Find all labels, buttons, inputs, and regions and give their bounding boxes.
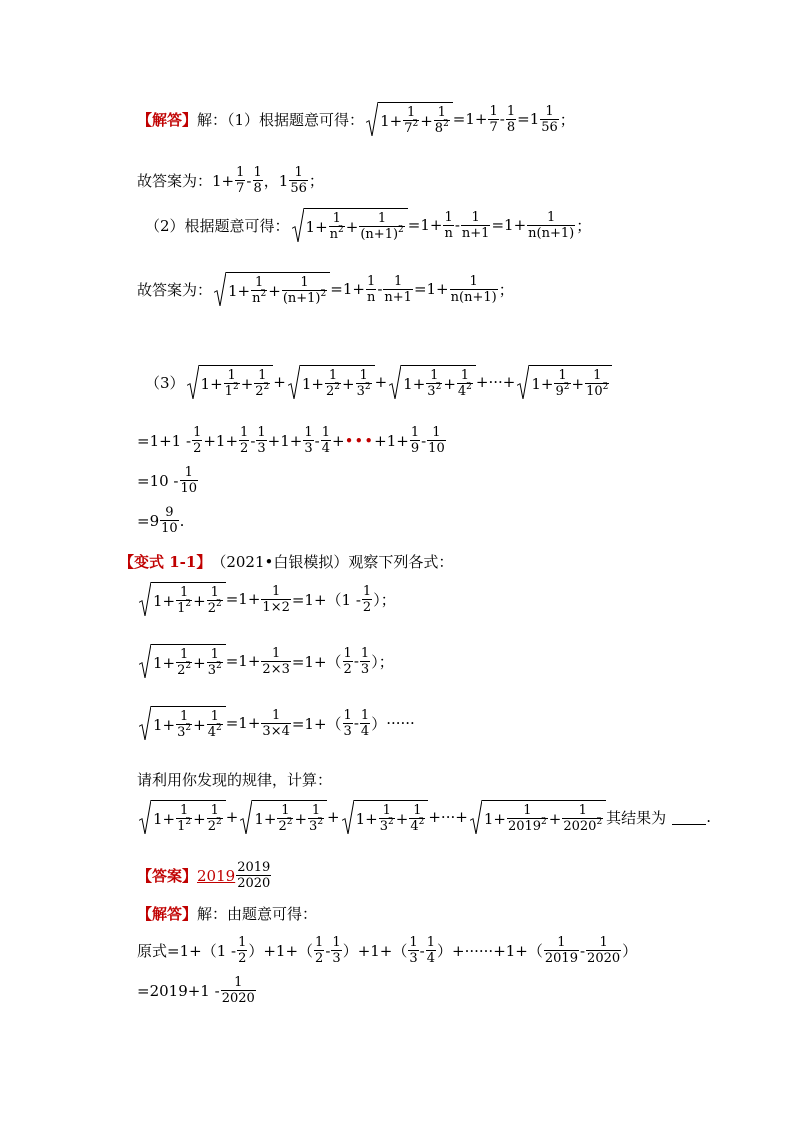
part1-prefix: 解：（1）根据题意可得：: [197, 110, 365, 129]
answer-prefix: 故答案为：: [137, 280, 213, 299]
label-jieda: 【解答】: [137, 110, 198, 129]
sqrt-expr: 1+ $\frac{1}{7^2}$ + $\frac{1}{8^2}$: [366, 102, 453, 136]
solution-part1: 【解答】 解：（1）根据题意可得： 1+ $\frac{1}{7^2}$ + $\frac{1}{8^2}$ =1+ $\frac{1}{7}$ - $\frac{1}{8}$ =1 $\frac{1}{56}$ ；: [137, 103, 575, 136]
question-ask: 请利用你发现的规律，计算：: [137, 771, 333, 789]
label-jieda-2: 【解答】: [137, 905, 198, 923]
part2-prefix: （2）根据题意可得：: [145, 216, 290, 235]
solution-final: =2019+1 - $\frac{1}{2020}$: [137, 975, 255, 1006]
solution-expansion: 原式= 1+（1 - $\frac{1}{2}$ ）+1+（ $\frac{1}{2}$ - $\frac{1}{3}$ ）+1+（ $\frac{1}{3}$ - $\frac{1}{4}$ ）+······+1+（ $\frac{1}{2019}$ - $\frac{1}{2020}$ ）: [137, 935, 638, 966]
pattern-1: 1+ $\frac{1}{1^2}$ + $\frac{1}{2^2}$ =1+ $\frac{1}{1\times 2}$ =1+（1 - $\frac{1}{2}$ ）；: [137, 582, 396, 616]
sqrt-expr: 1+ $\frac{1}{n^2}$ + $\frac{1}{(n+1)^2}$: [292, 208, 408, 242]
label-daan: 【答案】: [137, 867, 198, 885]
step-line-2: =10 - $\frac{1}{10}$: [137, 465, 198, 496]
pattern-3: 1+ $\frac{1}{3^2}$ + $\frac{1}{4^2}$ =1+ $\frac{1}{3\times 4}$ =1+（ $\frac{1}{3}$ - $\frac{1}{4}$ ） ······: [137, 706, 415, 740]
solution-part2: （2）根据题意可得： 1+ $\frac{1}{n^2}$ + $\frac{1}{(n+1)^2}$ =1+ $\frac{1}{n}$ - $\frac{1}{n+1}$ =1+ $\frac{1}{n(n+1)}$ ；: [145, 209, 592, 242]
answer-line-1: 故答案为： 1+ $\frac{1}{7}$ - $\frac{1}{8}$ ， 1 $\frac{1}{56}$ ；: [137, 165, 324, 196]
label-bianshi: 【变式 1-1】: [119, 553, 212, 571]
step-line-1: =1+1 - $\frac{1}{2}$ +1+ $\frac{1}{2}$ - $\frac{1}{3}$ +1+ $\frac{1}{3}$ - $\frac{1}{4}$ + ••• +1+ $\frac{1}{9}$ - $\frac{1}{10}$: [137, 425, 445, 456]
sqrt-expr: 1+ $\frac{1}{n^2}$ + $\frac{1}{(n+1)^2}$: [214, 272, 330, 306]
part3-prefix: （3）: [145, 373, 185, 392]
step-line-3: =9 $\frac{9}{10}$ .: [137, 505, 185, 536]
answer-whole: 2019: [197, 866, 236, 885]
question-heading: 【变式 1-1】 （2021•白银模拟）观察下列各式：: [119, 553, 454, 571]
pattern-2: 1+ $\frac{1}{2^2}$ + $\frac{1}{3^2}$ =1+ $\frac{1}{2\times 3}$ =1+（ $\frac{1}{2}$ - $\frac{1}{3}$ ）；: [137, 644, 394, 678]
answer-prefix: 故答案为：: [137, 172, 213, 190]
answer-blank: [672, 810, 706, 825]
answer-line: 【答案】 2019 $\frac{2019}{2020}$: [137, 860, 271, 891]
solution-heading: 【解答】 解：由题意可得：: [137, 905, 318, 923]
question-expr: 1+ $\frac{1}{1^2}$ + $\frac{1}{2^2}$ + 1+ $\frac{1}{2^2}$ + $\frac{1}{3^2}$ + 1+ $\frac{1}{3^2}$ + $\frac{1}{4^2}$ +···+ 1+ $\frac{1}{2019^2}$ + $\frac{1}{2020^2}$ 其结果为 .: [137, 800, 711, 834]
answer-line-2: 故答案为： 1+ $\frac{1}{n^2}$ + $\frac{1}{(n+1)^2}$ =1+ $\frac{1}{n}$ - $\frac{1}{n+1}$ =1+ $\frac{1}{n(n+1)}$ ；: [137, 273, 514, 306]
solution-part3: （3） 1+ $\frac{1}{1^2}$ + $\frac{1}{2^2}$ + 1+ $\frac{1}{2^2}$ + $\frac{1}{3^2}$ + 1+ $\frac{1}{3^2}$ + $\frac{1}{4^2}$ +···+ 1+ $\frac{1}{9^2}$ + $\frac{1}{10^2}$: [145, 365, 612, 399]
